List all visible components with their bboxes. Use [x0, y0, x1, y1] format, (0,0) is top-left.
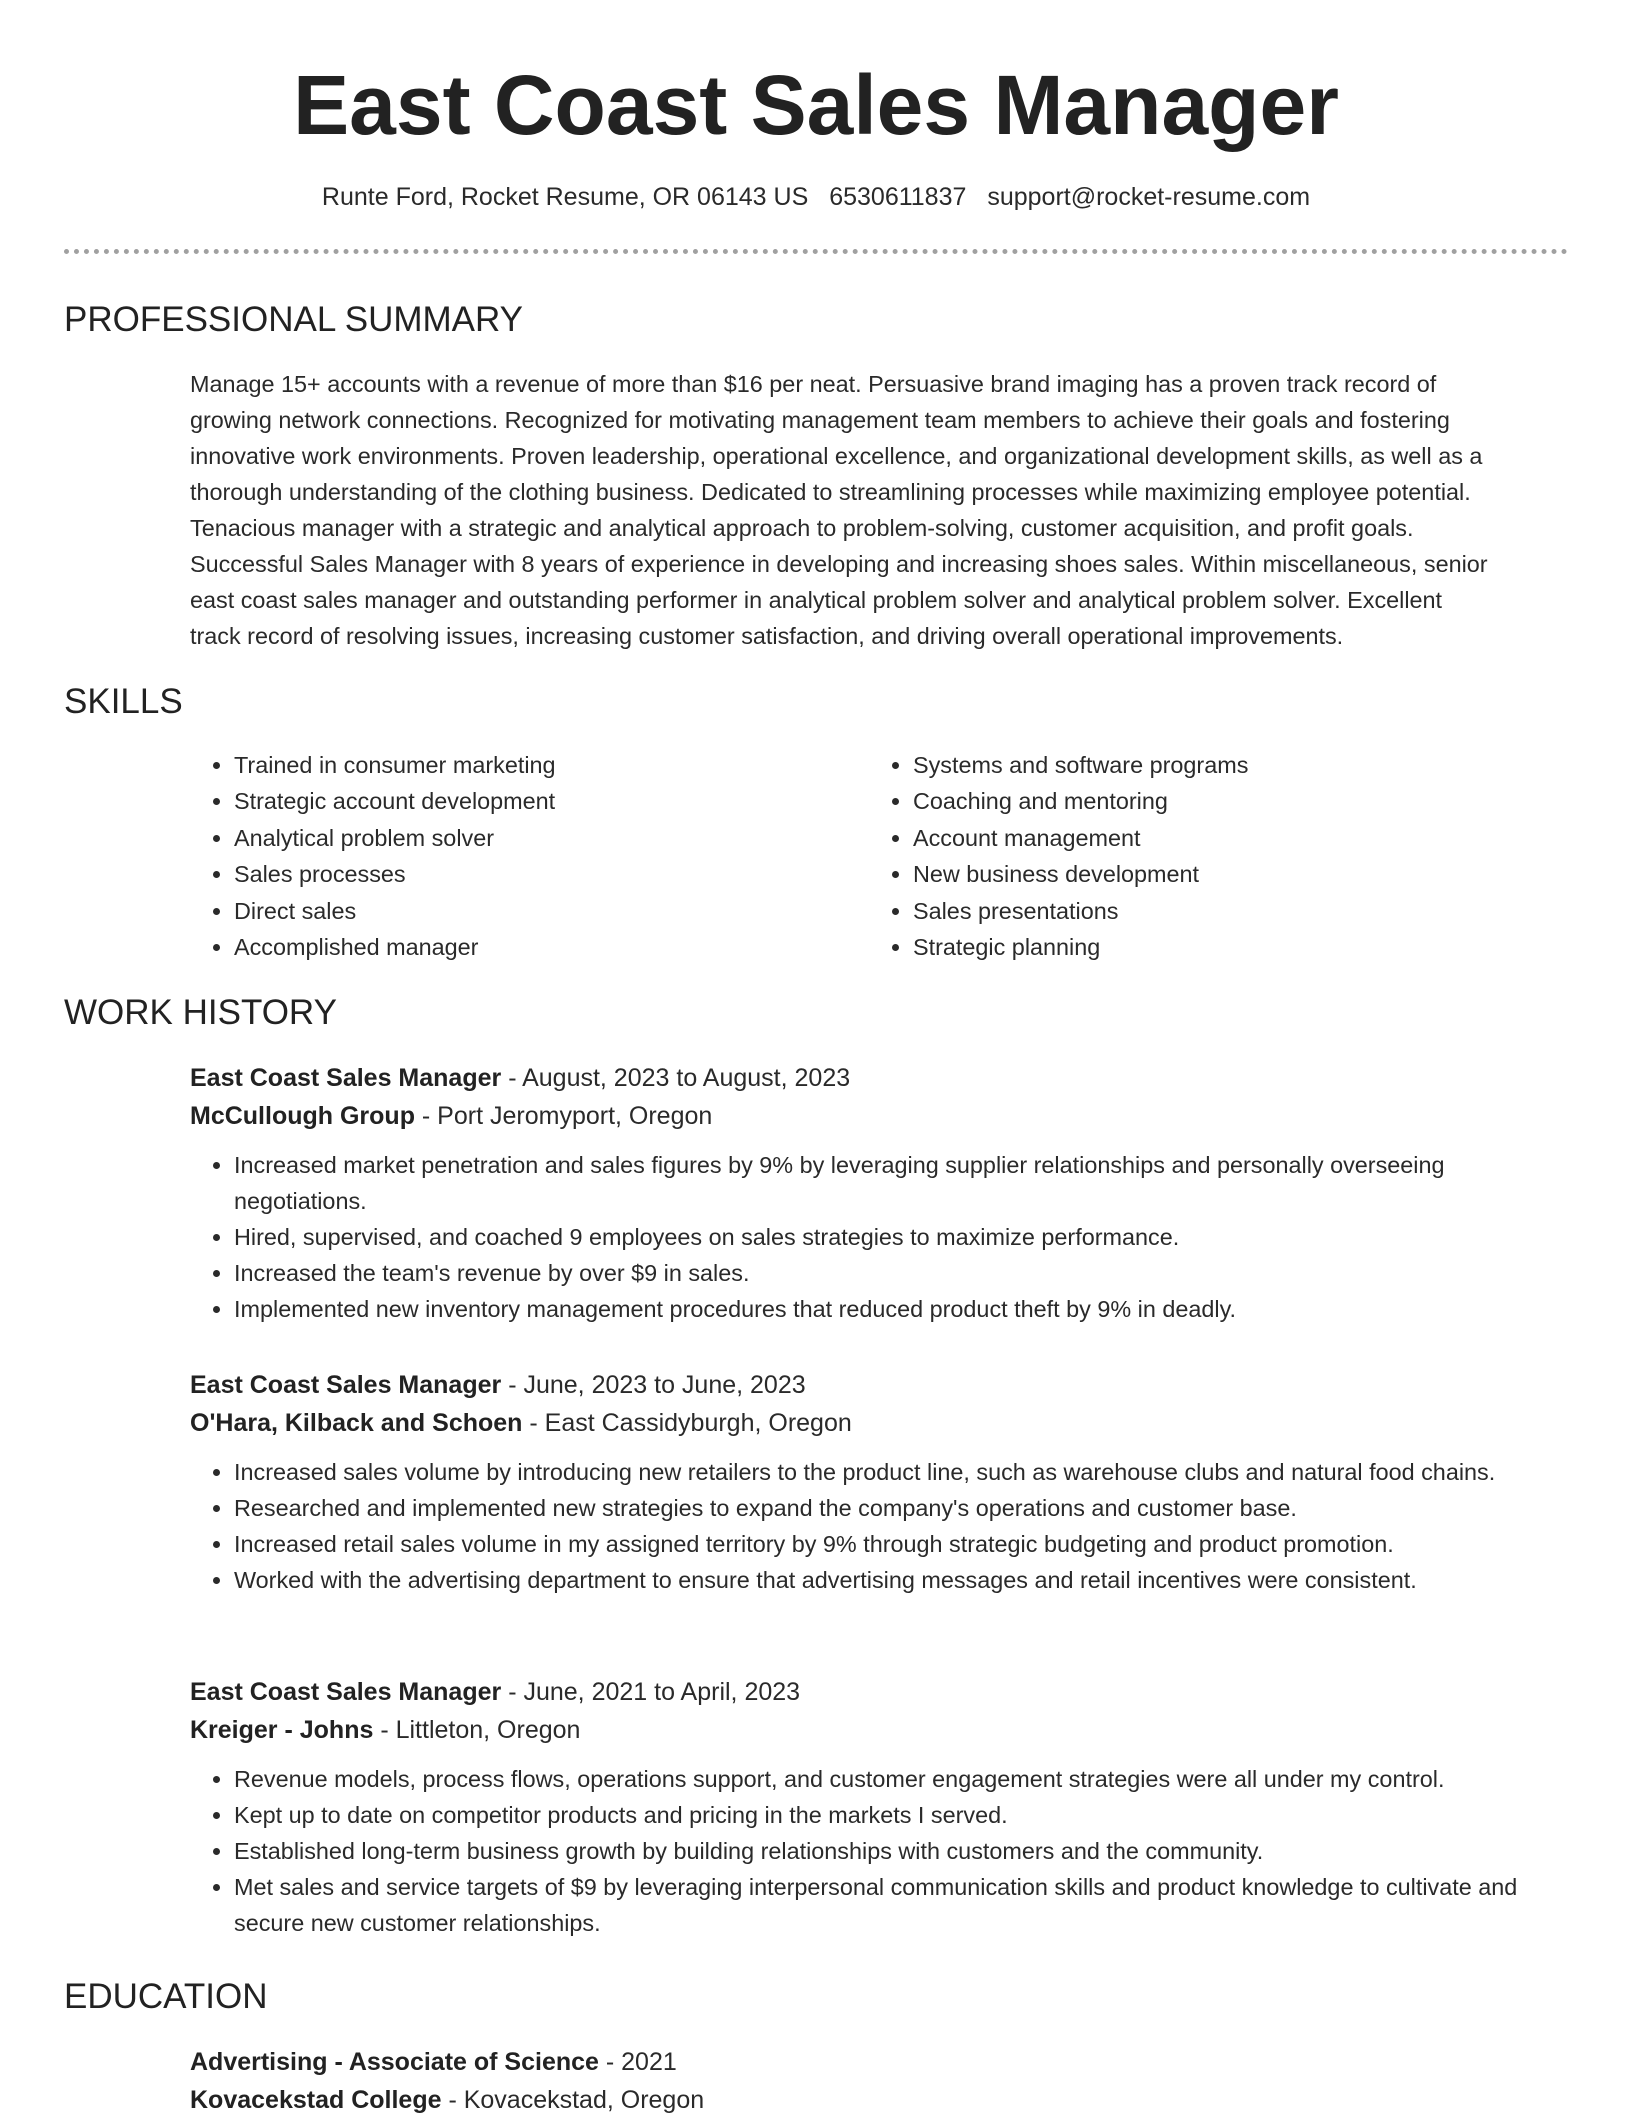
education-location: - Kovacekstad, Oregon	[441, 2086, 705, 2114]
education-school: Kovacekstad College	[190, 2086, 442, 2114]
job-title-line	[190, 1059, 1580, 1097]
summary-line: Manage 15+ accounts with a revenue of more than $16 per neat. Persuasive brand imaging has a proven track record of	[190, 371, 1437, 397]
skill-item: • Strategic account development	[234, 783, 834, 819]
job-bullet: • Met sales and service targets of $9 by leveraging interpersonal communication skills and product knowledge to cultivate and secure new customer relationships.	[234, 1869, 1580, 1941]
skill-item: • Strategic planning	[913, 929, 1563, 965]
summary-line: Tenacious manager with a strategic and analytical approach to problem-solving, customer acquisition, and profit goals.	[190, 515, 1414, 541]
skill-item: • Coaching and mentoring	[913, 783, 1563, 819]
job-company-line	[190, 1097, 1580, 1135]
header-divider	[64, 249, 1568, 254]
job-title: East Coast Sales Manager	[190, 1678, 502, 1706]
skills-list-left	[190, 747, 834, 965]
job-title-line	[190, 1673, 1580, 1711]
job-bullets	[190, 1147, 1580, 1327]
job-bullet: • Increased retail sales volume in my assigned territory by 9% through strategic budgeting and product promotion.	[234, 1526, 1580, 1562]
job-bullet: • Worked with the advertising department to ensure that advertising messages and retail incentives were consistent.	[234, 1562, 1580, 1598]
job-location: - Port Jeromyport, Oregon	[414, 1102, 713, 1130]
skill-item: • Trained in consumer marketing	[234, 747, 834, 783]
job-bullet: • Kept up to date on competitor products and pricing in the markets I served.	[234, 1797, 1580, 1833]
job-bullets	[190, 1761, 1580, 1941]
skills-list-right	[869, 747, 1563, 965]
skill-item: • Account management	[913, 820, 1563, 856]
job-dates: - August, 2023 to August, 2023	[501, 1064, 851, 1092]
job-company-line	[190, 1711, 1580, 1749]
job-bullet: • Increased sales volume by introducing new retailers to the product line, such as warehouse clubs and natural food chains.	[234, 1454, 1580, 1490]
section-title-education: EDUCATION	[64, 1977, 268, 2016]
job-company: O'Hara, Kilback and Schoen	[190, 1409, 523, 1437]
job-bullet: • Revenue models, process flows, operations support, and customer engagement strategies were all under my control.	[234, 1761, 1580, 1797]
summary-line: track record of resolving issues, increasing customer satisfaction, and driving overall operational improvements.	[190, 623, 1344, 649]
education-degree-line	[190, 2043, 1580, 2081]
job-company: Kreiger - Johns	[190, 1716, 374, 1744]
skill-item: • Sales processes	[234, 856, 834, 892]
education-entry	[190, 2043, 1580, 2119]
job-bullet: • Hired, supervised, and coached 9 employees on sales strategies to maximize performance.	[234, 1219, 1580, 1255]
work-entry	[190, 1673, 1580, 1941]
contact-line	[0, 180, 1632, 214]
job-bullet: • Increased the team's revenue by over $9 in sales.	[234, 1255, 1580, 1291]
education-year: - 2021	[598, 2048, 677, 2076]
summary-line: Successful Sales Manager with 8 years of experience in developing and increasing shoes sales. Within miscellaneous, senior	[190, 551, 1488, 577]
skill-item: • Direct sales	[234, 893, 834, 929]
job-bullet: • Established long-term business growth by building relationships with customers and the community.	[234, 1833, 1580, 1869]
job-dates: - June, 2021 to April, 2023	[501, 1678, 801, 1706]
education-degree: Advertising - Associate of Science	[190, 2048, 599, 2076]
job-title: East Coast Sales Manager	[190, 1371, 502, 1399]
contact-phone: 6530611837	[829, 183, 967, 211]
summary-line: thorough understanding of the clothing business. Dedicated to streamlining processes while maximizing employee potential.	[190, 479, 1471, 505]
education-school-line	[190, 2081, 1580, 2119]
section-title-work: WORK HISTORY	[64, 993, 337, 1032]
skill-item: • Analytical problem solver	[234, 820, 834, 856]
resume-title: East Coast Sales Manager	[293, 58, 1339, 152]
job-title-line	[190, 1366, 1580, 1404]
job-bullet: • Increased market penetration and sales figures by 9% by leveraging supplier relationships and personally overseeing negotiations.	[234, 1147, 1580, 1219]
summary-text	[190, 366, 1570, 654]
summary-line: east coast sales manager and outstanding performer in analytical problem solver and analytical problem solver. Excellent	[190, 587, 1443, 613]
section-title-summary: PROFESSIONAL SUMMARY	[64, 300, 523, 339]
contact-email: support@rocket-resume.com	[987, 183, 1311, 211]
job-bullets	[190, 1454, 1580, 1598]
summary-line: innovative work environments. Proven leadership, operational excellence, and organizational development skills, as well as a	[190, 443, 1483, 469]
job-location: - Littleton, Oregon	[373, 1716, 581, 1744]
job-bullet: • Researched and implemented new strategies to expand the company's operations and customer base.	[234, 1490, 1580, 1526]
job-company-line	[190, 1404, 1580, 1442]
contact-address: Runte Ford, Rocket Resume, OR 06143 US	[321, 183, 809, 211]
job-company: McCullough Group	[190, 1102, 415, 1130]
job-bullet: • Implemented new inventory management procedures that reduced product theft by 9% in deadly.	[234, 1291, 1580, 1327]
summary-line: growing network connections. Recognized for motivating management team members to achieve their goals and fostering	[190, 407, 1450, 433]
skill-item: • Sales presentations	[913, 893, 1563, 929]
skill-item: • New business development	[913, 856, 1563, 892]
section-title-skills: SKILLS	[64, 682, 183, 721]
work-entry	[190, 1059, 1580, 1327]
job-location: - East Cassidyburgh, Oregon	[522, 1409, 852, 1437]
skill-item: • Accomplished manager	[234, 929, 834, 965]
work-entry	[190, 1366, 1580, 1598]
job-dates: - June, 2023 to June, 2023	[501, 1371, 806, 1399]
job-title: East Coast Sales Manager	[190, 1064, 502, 1092]
skill-item: • Systems and software programs	[913, 747, 1563, 783]
